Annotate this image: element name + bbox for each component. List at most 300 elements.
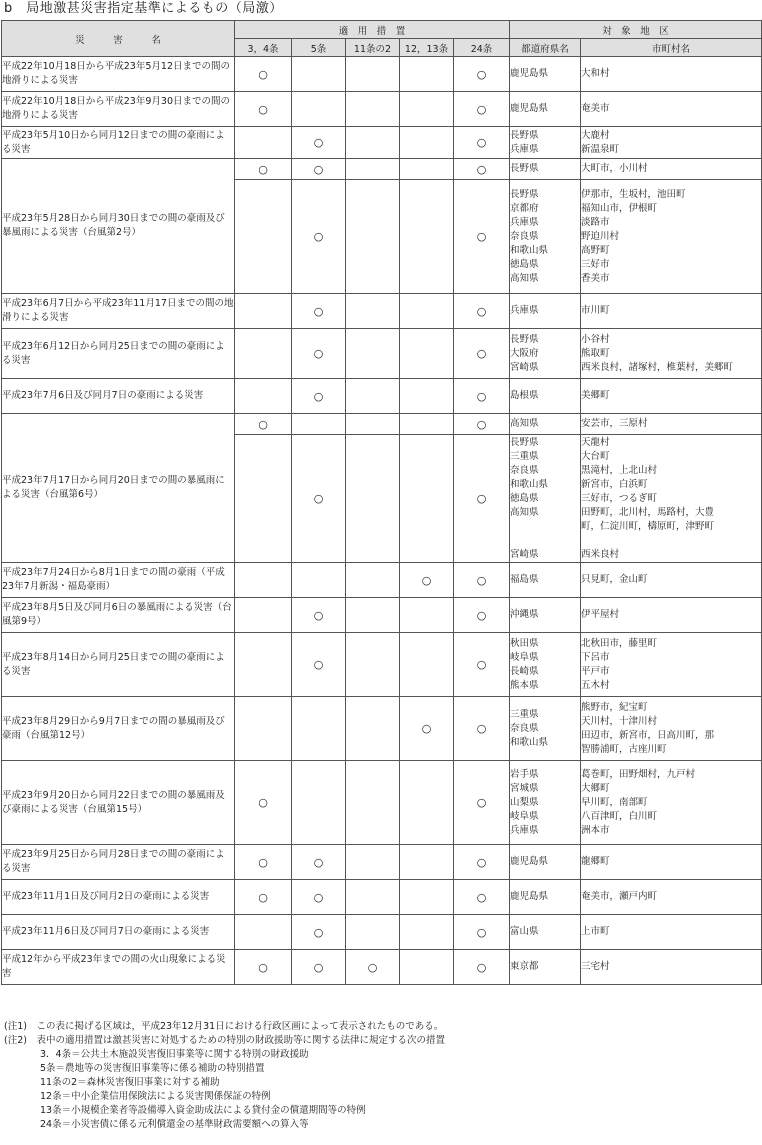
disaster-name-cell: 平成12年から平成23年までの間の火山現象による災害 [2,950,235,985]
municipality-name: 上市町 [581,926,610,937]
measure-cell [454,435,510,563]
prefecture-cell [510,159,581,180]
municipality-name: 高野町 [581,244,610,256]
prefecture-name [510,520,580,534]
municipality-cell [581,435,762,563]
municipality-name: 熊取町 [581,347,610,359]
measure-cell [346,880,400,915]
municipality-name: 北秋田市，藤里町 [581,637,658,649]
measure-cell [346,845,400,880]
circle-mark: ○ [476,608,487,622]
prefecture-name: 富山県 [510,926,539,937]
circle-mark: ○ [313,492,324,505]
table-row [2,329,762,379]
header-municipality: 市町村名 [581,39,762,57]
municipality-name: 伊平屋村 [581,609,620,620]
prefecture-name: 和歌山県 [510,244,549,256]
municipality-name: 大郷町 [581,782,610,794]
municipality-name: 三好市，つるぎ町 [581,492,658,504]
prefecture-name: 岐阜県 [510,810,539,822]
municipality-cell [581,880,762,915]
municipality-cell [581,379,762,414]
circle-mark: ○ [313,925,324,939]
prefecture-name: 東京都 [510,961,539,972]
measure-cell [400,435,454,563]
prefecture-name: 奈良県 [510,230,539,242]
prefecture-name: 大阪府 [510,347,539,359]
header-col-article-12-13: 12，13条 [400,39,454,57]
measure-cell [346,697,400,761]
measure-cell [292,915,346,950]
circle-mark: ○ [313,960,324,974]
table-row [2,697,762,761]
municipality-name: 新宮市，白浜町 [581,478,648,490]
measure-cell [454,880,510,915]
measure-cell [400,414,454,435]
prefecture-cell [510,379,581,414]
municipality-cell [581,598,762,633]
circle-mark: ○ [313,890,324,904]
prefecture-name: 秋田県 [510,637,539,649]
disaster-name-cell: 平成23年6月7日から平成23年11月17日までの間の地滑りによる災害 [2,294,235,329]
measure-cell [454,598,510,633]
prefecture-name: 和歌山県 [510,736,549,748]
circle-mark: ○ [476,722,487,735]
prefecture-cell [510,598,581,633]
prefecture-name: 徳島県 [510,492,539,504]
measure-cell [292,598,346,633]
circle-mark: ○ [258,890,268,904]
prefecture-cell [510,915,581,950]
measure-cell [292,92,346,127]
measure-cell [346,159,400,180]
municipality-name: 香美市 [581,272,610,284]
note-article-11-2: 11条の2＝森林災害復旧事業に対する補助 [40,1077,220,1088]
measure-cell [400,159,454,180]
circle-mark: ○ [258,960,268,974]
circle-mark: ○ [476,855,487,869]
prefecture-name: 奈良県 [510,464,539,476]
disaster-name-cell: 平成22年10月18日から平成23年9月30日までの間の地滑りによる災害 [2,92,235,127]
municipality-name: 龍郷町 [581,856,610,867]
municipality-name: 福知山市，伊根町 [581,202,658,214]
disaster-name-cell: 平成23年9月25日から同月28日までの間の豪雨による災害 [2,845,235,880]
measure-cell [346,57,400,92]
prefecture-cell [510,127,581,159]
measure-cell [346,414,400,435]
municipality-cell [581,159,762,180]
measure-cell [292,845,346,880]
prefecture-name: 長野県 [510,129,539,141]
measure-cell [346,329,400,379]
measure-cell [235,598,292,633]
disaster-table [1,20,762,985]
prefecture-name: 兵庫県 [510,824,539,836]
municipality-name: 五木村 [581,679,610,691]
measure-cell [235,950,292,985]
measure-cell [235,159,292,180]
note-article-3-4: 3．4条＝公共土木施設災害復旧事業等に関する特別の財政援助 [40,1049,309,1060]
disaster-name-cell: 平成23年11月1日及び同月2日の豪雨による災害 [2,880,235,915]
municipality-cell [581,950,762,985]
municipality-cell [581,563,762,598]
header-target-area: 対 象 地 区 [510,21,762,39]
measure-cell [454,180,510,294]
measure-cell [400,92,454,127]
measure-cell [454,414,510,435]
disaster-name-cell: 平成23年7月17日から同月20日までの間の暴風雨による災害（台風第6号） [2,414,235,563]
table-row [2,845,762,880]
prefecture-name [510,534,580,548]
circle-mark: ○ [313,230,324,243]
circle-mark: ○ [421,722,432,735]
circle-mark: ○ [258,162,268,176]
circle-mark: ○ [313,304,324,318]
municipality-name: 大和村 [581,68,610,79]
circle-mark: ○ [476,136,487,149]
municipality-name: 黒滝村，上北山村 [581,464,658,476]
circle-mark: ○ [476,102,487,116]
measure-cell [346,633,400,697]
prefecture-cell [510,845,581,880]
prefecture-name: 高知県 [510,272,539,284]
measure-cell [454,57,510,92]
table-row [2,633,762,697]
measure-cell [400,379,454,414]
disaster-name-cell: 平成23年5月10日から同月12日までの間の豪雨による災害 [2,127,235,159]
municipality-name: 熊野市，紀宝町 [581,701,648,713]
table-body [2,57,762,985]
prefecture-cell [510,435,581,563]
municipality-name: 智勝浦町，古座川町 [581,743,667,755]
prefecture-cell [510,92,581,127]
prefecture-name: 熊本県 [510,679,539,691]
prefecture-cell [510,180,581,294]
measure-cell [292,180,346,294]
circle-mark: ○ [258,855,268,869]
municipality-cell [581,915,762,950]
measure-cell [292,950,346,985]
measure-cell [235,915,292,950]
municipality-cell [581,92,762,127]
circle-mark: ○ [313,347,324,360]
disaster-name-cell: 平成23年6月12日から同月25日までの間の豪雨による災害 [2,329,235,379]
circle-mark: ○ [476,347,487,360]
measure-cell [454,563,510,598]
circle-mark: ○ [313,389,324,403]
prefecture-name: 長野県 [510,188,539,200]
municipality-name: 市川町 [581,305,610,316]
measure-cell [400,57,454,92]
municipality-cell [581,329,762,379]
prefecture-name: 兵庫県 [510,216,539,228]
circle-mark: ○ [313,162,324,176]
prefecture-name: 島根県 [510,390,539,401]
measure-cell [454,379,510,414]
circle-mark: ○ [476,417,487,431]
prefecture-name: 山梨県 [510,796,539,808]
measure-cell [400,598,454,633]
table-row [2,159,762,180]
municipality-cell [581,414,762,435]
circle-mark: ○ [258,102,268,116]
measure-cell [400,329,454,379]
prefecture-name: 長崎県 [510,665,539,677]
header-col-article-3-4: 3，4条 [235,39,292,57]
measure-cell [400,294,454,329]
measure-cell [235,845,292,880]
circle-mark: ○ [476,492,487,505]
prefecture-cell [510,697,581,761]
municipality-name: 天川村，十津川村 [581,715,658,727]
header-disaster-name: 災 害 名 [2,21,235,57]
disaster-name-cell: 平成23年7月24日から8月1日までの間の豪雨（平成23年7月新潟・福島豪雨） [2,563,235,598]
municipality-name: 只見町，金山町 [581,574,648,585]
note-article-24: 24条＝小災害債に係る元利償還金の基準財政需要額への算入等 [40,1119,309,1130]
prefecture-name: 高知県 [510,418,539,429]
measure-cell [454,329,510,379]
measure-cell [235,563,292,598]
measure-cell [454,915,510,950]
municipality-name [581,534,761,548]
circle-mark: ○ [476,230,487,243]
table-row [2,57,762,92]
circle-mark: ○ [367,960,378,974]
prefecture-name: 奈良県 [510,722,539,734]
measure-cell [346,598,400,633]
prefecture-name: 宮崎県 [510,548,539,560]
municipality-cell [581,180,762,294]
measure-cell [235,761,292,845]
table-row [2,598,762,633]
prefecture-cell [510,761,581,845]
disaster-name-cell: 平成23年5月28日から同月30日までの間の豪雨及び暴風雨による災害（台風第2号） [2,159,235,294]
measure-cell [346,294,400,329]
prefecture-cell [510,414,581,435]
municipality-name: 安芸市，三原村 [581,418,648,429]
prefecture-name: 鹿児島県 [510,856,549,867]
circle-mark: ○ [476,304,487,318]
measure-cell [346,563,400,598]
circle-mark: ○ [313,855,324,869]
header-col-article-5: 5条 [292,39,346,57]
prefecture-name: 鹿児島県 [510,103,549,114]
prefecture-name: 宮崎県 [510,361,539,373]
prefecture-cell [510,329,581,379]
measure-cell [292,329,346,379]
measure-cell [454,697,510,761]
municipality-name: 大鹿村 [581,129,610,141]
measure-cell [292,294,346,329]
measure-cell [454,294,510,329]
measure-cell [235,435,292,563]
circle-mark: ○ [476,573,487,587]
disaster-name-cell: 平成22年10月18日から平成23年5月12日までの間の地滑りによる災害 [2,57,235,92]
municipality-name: 小谷村 [581,333,610,345]
measure-cell [454,950,510,985]
table-row [2,294,762,329]
municipality-cell [581,845,762,880]
circle-mark: ○ [258,796,268,809]
prefecture-cell [510,633,581,697]
note-article-12: 12条＝中小企業信用保険法による災害関係保証の特例 [40,1091,271,1102]
municipality-name: 葛巻町，田野畑村，九戸村 [581,768,696,780]
prefecture-name: 兵庫県 [510,305,539,316]
municipality-name: 奄美市，瀬戸内町 [581,891,658,902]
measure-cell [292,127,346,159]
prefecture-name: 三重県 [510,450,539,462]
municipality-name: 西米良村，諸塚村，椎葉村，美郷町 [581,361,734,373]
circle-mark: ○ [258,417,268,431]
measure-cell [400,633,454,697]
table-row [2,414,762,435]
disaster-name-cell: 平成23年8月5日及び同月6日の暴風雨による災害（台風第9号） [2,598,235,633]
measure-cell [235,92,292,127]
circle-mark: ○ [313,658,324,671]
prefecture-name: 岐阜県 [510,651,539,663]
note-2: (注2) 表中の適用措置は激甚災害に対処するための特別の財政援助等に関する法律に規定する次の措置 [4,1035,445,1046]
measure-cell [346,92,400,127]
prefecture-cell [510,294,581,329]
measure-cell [400,761,454,845]
measure-cell [346,915,400,950]
measure-cell [235,414,292,435]
table-row [2,379,762,414]
circle-mark: ○ [258,67,268,81]
prefecture-name: 長野県 [510,163,539,174]
municipality-cell [581,294,762,329]
circle-mark: ○ [476,389,487,403]
municipality-name: 天龍村 [581,436,610,448]
municipality-name: 町，仁淀川町，檮原町，津野町 [581,520,715,532]
municipality-cell [581,697,762,761]
measure-cell [235,329,292,379]
table-row [2,127,762,159]
table-row [2,563,762,598]
municipality-name: 田野町，北川村，馬路村，大豊 [581,506,715,518]
note-article-13: 13条＝小規模企業者等設備導入資金助成法による貸付金の償還期間等の特例 [40,1105,366,1116]
measure-cell [346,761,400,845]
measure-cell [292,880,346,915]
prefecture-name: 鹿児島県 [510,68,549,79]
prefecture-name: 沖縄県 [510,609,539,620]
measure-cell [400,950,454,985]
circle-mark: ○ [476,162,487,176]
measure-cell [235,633,292,697]
measure-cell [235,180,292,294]
circle-mark: ○ [313,608,324,622]
measure-cell [292,414,346,435]
prefecture-cell [510,880,581,915]
municipality-name: 野迫川村 [581,230,620,242]
municipality-name: 新温泉町 [581,143,620,155]
municipality-name: 伊那市，生坂村，池田町 [581,188,686,200]
municipality-name: 洲本市 [581,824,610,836]
measure-cell [346,180,400,294]
prefecture-name: 宮城県 [510,782,539,794]
prefecture-name: 鹿児島県 [510,891,549,902]
disaster-name-cell: 平成23年8月29日から9月7日までの間の暴風雨及び豪雨（台風第12号） [2,697,235,761]
municipality-name: 奄美市 [581,103,610,114]
header-col-article-11-2: 11条の2 [346,39,400,57]
measure-cell [400,180,454,294]
measure-cell [346,379,400,414]
circle-mark: ○ [313,136,324,149]
prefecture-name: 長野県 [510,333,539,345]
note-1: (注1) この表に掲げる区域は，平成23年12月31日における行政区画によって表示されたものである。 [4,1021,444,1032]
municipality-name: 三好市 [581,258,610,270]
measure-cell [235,57,292,92]
measure-cell [400,915,454,950]
circle-mark: ○ [421,573,432,587]
measure-cell [400,127,454,159]
municipality-cell [581,761,762,845]
prefecture-name: 高知県 [510,506,539,518]
page-title: b 局地激甚災害指定基準によるもの（局激） [4,1,283,16]
municipality-cell [581,57,762,92]
measure-cell [400,563,454,598]
header-measures: 適 用 措 置 [235,21,510,39]
prefecture-cell [510,57,581,92]
measure-cell [292,57,346,92]
prefecture-cell [510,950,581,985]
disaster-name-cell: 平成23年8月14日から同月25日までの間の豪雨による災害 [2,633,235,697]
table-row [2,92,762,127]
measure-cell [235,294,292,329]
circle-mark: ○ [476,67,487,81]
measure-cell [400,697,454,761]
prefecture-cell [510,563,581,598]
measure-cell [235,697,292,761]
measure-cell [292,633,346,697]
prefecture-name: 福島県 [510,574,539,585]
disaster-name-cell: 平成23年9月20日から同月22日までの間の暴風雨及び豪雨による災害（台風第15号） [2,761,235,845]
header-col-article-24: 24条 [454,39,510,57]
measure-cell [292,563,346,598]
note-article-5: 5条＝農地等の災害復旧事業等に係る補助の特別措置 [40,1063,265,1074]
municipality-name: 美郷町 [581,390,610,401]
disaster-name-cell: 平成23年11月6日及び同月7日の豪雨による災害 [2,915,235,950]
prefecture-name: 岩手県 [510,768,539,780]
notes [4,1020,760,1132]
measure-cell [346,435,400,563]
prefecture-name: 三重県 [510,708,539,720]
measure-cell [346,127,400,159]
measure-cell [292,761,346,845]
measure-cell [292,435,346,563]
municipality-name: 淡路市 [581,216,610,228]
prefecture-name: 京都府 [510,202,539,214]
municipality-name: 大台町 [581,450,610,462]
prefecture-name: 長野県 [510,436,539,448]
circle-mark: ○ [476,960,487,974]
measure-cell [292,159,346,180]
measure-cell [235,379,292,414]
measure-cell [454,761,510,845]
municipality-name: 下呂市 [581,651,610,663]
measure-cell [346,950,400,985]
measure-cell [292,379,346,414]
municipality-name: 三宅村 [581,961,610,972]
municipality-name: 田辺市，新宮市，日高川町，那 [581,729,715,741]
table-row [2,915,762,950]
measure-cell [454,92,510,127]
prefecture-name: 徳島県 [510,258,539,270]
municipality-name: 早川町，南部町 [581,796,648,808]
circle-mark: ○ [476,925,487,939]
table-row [2,880,762,915]
circle-mark: ○ [476,890,487,904]
